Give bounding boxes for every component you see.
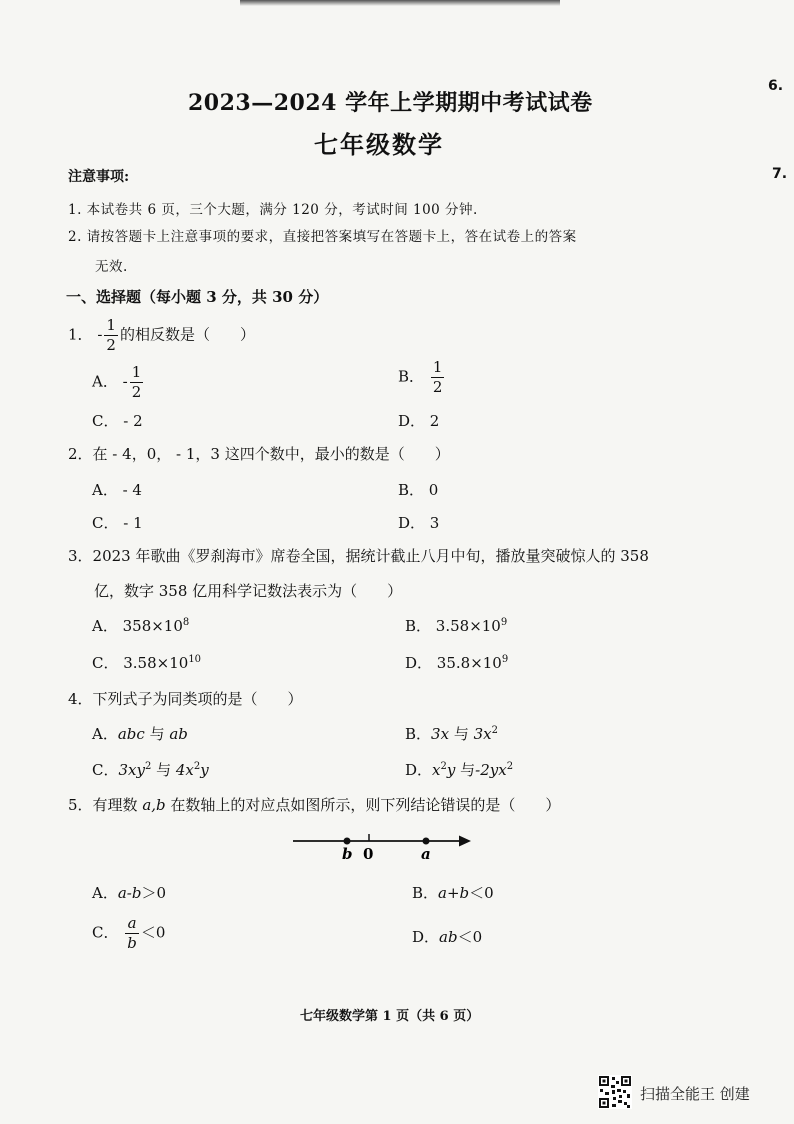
exponent: 2 xyxy=(144,761,152,772)
stem-text: 的相反数是（ ） xyxy=(119,325,255,344)
connector: 与 xyxy=(455,761,476,779)
question-number: 1． xyxy=(68,325,93,344)
term: abc xyxy=(117,725,145,743)
question-4-option-c[interactable] xyxy=(92,759,209,780)
question-2-option-a[interactable]: A． - 4 xyxy=(92,481,142,499)
question-3-option-d[interactable] xyxy=(405,652,508,673)
denominator: b xyxy=(127,934,137,952)
option-label: B． xyxy=(412,884,439,902)
question-5-option-a[interactable] xyxy=(92,882,166,903)
question-4-option-a[interactable] xyxy=(92,723,188,744)
question-1-option-a[interactable] xyxy=(92,365,145,400)
minus-sign: - xyxy=(122,372,128,391)
section-1-heading: 一、选择题（每小题 3 分，共 30 分） xyxy=(66,288,329,306)
term: y xyxy=(200,761,209,779)
question-4-option-b[interactable] xyxy=(405,723,498,744)
numerator: 1 xyxy=(131,363,142,381)
notice-heading: 注意事项: xyxy=(68,169,130,185)
relation: ＜0 xyxy=(140,923,166,942)
question-3-stem-line-2: 亿，数字 358 亿用科学记数法表示为（ ） xyxy=(94,582,403,600)
term: y xyxy=(446,761,456,779)
fraction xyxy=(104,318,118,353)
exponent: 8 xyxy=(182,617,190,628)
denominator: 2 xyxy=(106,336,116,354)
question-2-option-b[interactable]: B． 0 xyxy=(398,481,439,499)
margin-number-6: 6. xyxy=(768,78,784,94)
notice-item-1: 1. 本试卷共 6 页，三个大题，满分 120 分，考试时间 100 分钟. xyxy=(68,202,478,218)
exponent: 2 xyxy=(440,761,447,772)
option-label: C． xyxy=(92,761,119,779)
numerator: a xyxy=(127,914,137,932)
label-a: a xyxy=(421,845,431,863)
question-2-stem: 2．在 - 4，0， - 1，3 这四个数中，最小的数是（ ） xyxy=(68,445,450,463)
option-label: A． xyxy=(92,372,118,391)
question-1-stem xyxy=(68,318,255,353)
question-4-stem: 4．下列式子为同类项的是（ ） xyxy=(68,690,303,708)
exponent: 2 xyxy=(506,761,514,772)
question-2-option-c[interactable]: C． - 1 xyxy=(92,514,143,532)
notice-item-2-cont: 无效. xyxy=(95,259,128,275)
option-label: C． xyxy=(92,923,119,942)
term: -2yx xyxy=(475,761,507,779)
connector: 与 xyxy=(449,725,474,743)
option-label: D． xyxy=(405,761,433,779)
exponent: 9 xyxy=(501,654,509,665)
relation: ＜0 xyxy=(469,884,494,902)
point-b xyxy=(344,838,351,845)
scanner-watermark-text: 扫描全能王 创建 xyxy=(640,1085,750,1103)
arrow-head-icon xyxy=(459,836,471,847)
term: x xyxy=(432,761,441,779)
numerator: 1 xyxy=(432,358,443,376)
expression: a+b xyxy=(438,884,470,902)
relation: ＞0 xyxy=(141,884,167,902)
variables: a,b xyxy=(142,796,166,814)
term: 4x xyxy=(175,761,194,779)
fraction xyxy=(125,916,139,951)
option-label: D． xyxy=(412,928,440,946)
option-text: D． 35.8×10 xyxy=(405,654,502,672)
question-3-stem-line-1: 3．2023 年歌曲《罗刹海市》席卷全国，据统计截止八月中旬，播放量突破惊人的 358 xyxy=(68,547,649,565)
point-a xyxy=(423,838,430,845)
expression: ab xyxy=(439,928,458,946)
question-1-option-b[interactable] xyxy=(398,360,446,395)
page-footer: 七年级数学第 1 页（共 6 页） xyxy=(300,1009,480,1024)
scan-edge-shadow xyxy=(240,0,560,6)
relation: ＜0 xyxy=(457,928,483,946)
denominator: 2 xyxy=(432,378,443,396)
question-1-option-d[interactable]: D． 2 xyxy=(398,412,440,430)
question-3-option-c[interactable] xyxy=(92,652,201,673)
option-label: B． xyxy=(398,367,425,386)
exponent: 2 xyxy=(193,761,201,772)
exam-title: 2023—2024 学年上学期期中考试试卷 xyxy=(188,90,593,116)
question-5-option-c[interactable] xyxy=(92,916,165,951)
label-b: b xyxy=(342,845,353,863)
expression: a-b xyxy=(117,884,142,902)
denominator: 2 xyxy=(131,383,142,401)
option-label: A． xyxy=(92,884,118,902)
option-label: B． xyxy=(405,725,432,743)
option-text: B． 3.58×10 xyxy=(405,617,501,635)
term: 3xy xyxy=(118,761,145,779)
question-2-option-d[interactable]: D． 3 xyxy=(398,514,440,532)
fraction xyxy=(431,360,445,395)
question-5-option-d[interactable] xyxy=(412,926,482,947)
exponent: 9 xyxy=(500,617,508,628)
numerator: 1 xyxy=(106,316,116,334)
option-text: C． 3.58×10 xyxy=(92,654,189,672)
connector: 与 xyxy=(151,761,176,779)
stem-text: 在数轴上的对应点如图所示，则下列结论错误的是（ ） xyxy=(165,796,561,814)
question-1-option-c[interactable]: C． - 2 xyxy=(92,412,143,430)
question-3-option-a[interactable] xyxy=(92,615,189,636)
term: ab xyxy=(169,725,188,743)
exponent: 2 xyxy=(491,725,498,736)
option-label: A． xyxy=(92,725,118,743)
connector: 与 xyxy=(144,725,170,743)
question-5-option-b[interactable] xyxy=(412,882,494,903)
question-5-stem xyxy=(68,794,560,815)
stem-text: 5．有理数 xyxy=(68,796,143,814)
term: 3x xyxy=(473,725,492,743)
minus-sign: - xyxy=(97,325,103,344)
exam-subtitle: 七年级数学 xyxy=(314,130,444,159)
label-zero: 0 xyxy=(363,845,374,863)
number-line-figure xyxy=(285,828,485,864)
term: 3x xyxy=(431,725,450,743)
qr-code-icon xyxy=(598,1075,632,1109)
option-text: A． 358×10 xyxy=(92,617,183,635)
notice-item-2: 2. 请按答题卡上注意事项的要求，直接把答案填写在答题卡上，答在试卷上的答案 xyxy=(68,229,577,245)
exponent: 10 xyxy=(188,654,202,665)
margin-number-7: 7. xyxy=(772,166,788,182)
question-4-option-d[interactable] xyxy=(405,759,513,780)
fraction xyxy=(130,365,144,400)
question-3-option-b[interactable] xyxy=(405,615,507,636)
